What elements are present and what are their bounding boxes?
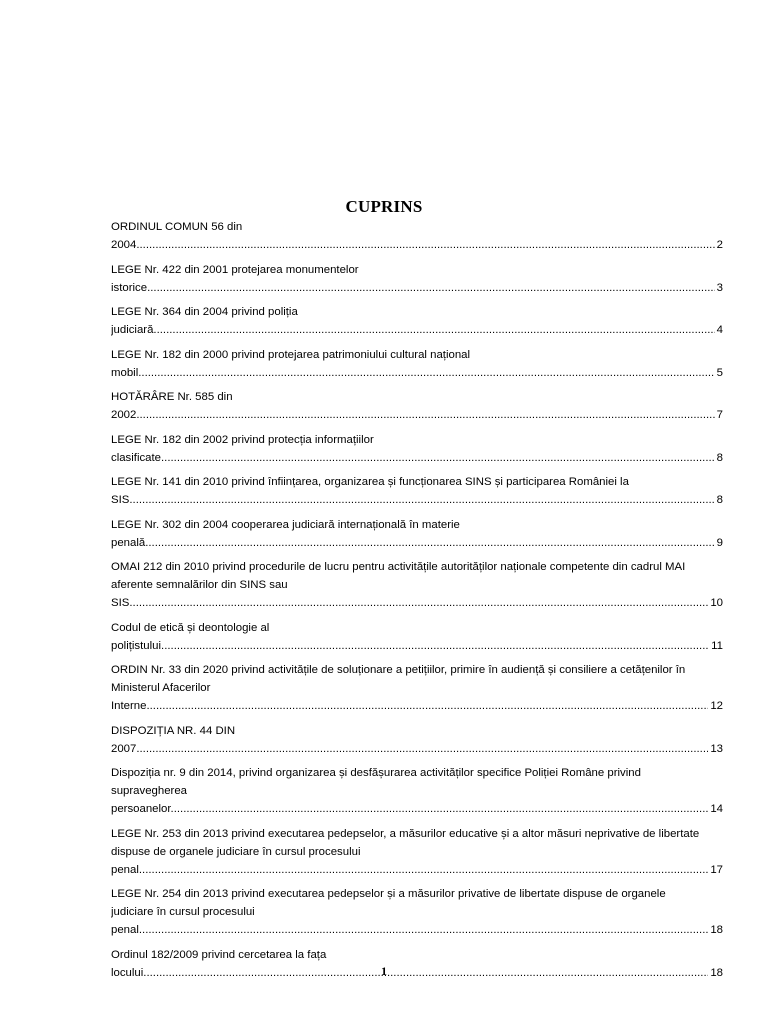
toc-entry-page: 3 (715, 279, 723, 297)
toc-entry[interactable] (111, 558, 723, 612)
toc-entry[interactable] (111, 261, 723, 297)
toc-entry-page: 14 (708, 800, 723, 818)
toc-entry-title[interactable]: LEGE Nr. 182 din 2000 privind protejarea patrimoniului cultural național mobil ..... (111, 349, 723, 379)
toc-entry-page: 8 (715, 491, 723, 509)
toc-entry[interactable] (111, 218, 723, 254)
toc-entry[interactable] (111, 473, 723, 509)
toc-entry-page: 4 (715, 321, 723, 339)
toc-entry-page: 7 (715, 406, 723, 424)
toc-entry-page: 8 (715, 449, 723, 467)
toc-entry-title[interactable]: LEGE Nr. 253 din 2013 privind executarea pedepselor, a măsurilor educative și a altor măsuri neprivative de libertate dispuse de organele judiciare în cursul procesului penal ..... (111, 828, 723, 876)
toc-entry[interactable] (111, 388, 723, 424)
toc-entry-page: 5 (715, 364, 723, 382)
toc-entry[interactable] (111, 825, 723, 879)
toc-entry-page: 18 (708, 964, 723, 982)
toc-entry-title[interactable]: LEGE Nr. 364 din 2004 privind poliția judiciară ..... (111, 306, 723, 336)
toc-entry[interactable] (111, 764, 723, 818)
toc-entry-title[interactable]: Codul de etică și deontologie al polițistului ..... (111, 622, 723, 652)
toc-entry[interactable] (111, 619, 723, 655)
toc-entry-title[interactable]: LEGE Nr. 422 din 2001 protejarea monumentelor istorice ..... (111, 264, 723, 294)
toc-entry-page: 18 (708, 921, 723, 939)
toc-entry-title[interactable]: LEGE Nr. 302 din 2004 cooperarea judiciară internațională în materie penală ..... (111, 519, 723, 549)
toc-entry-title[interactable]: ORDIN Nr. 33 din 2020 privind activitățile de soluționare a petițiilor, primire în audiență și consiliere a cetățenilor în Ministerul Afacerilor Interne ..... (111, 664, 723, 712)
toc-entry-page: 13 (708, 740, 723, 758)
toc-entry[interactable] (111, 661, 723, 715)
toc-title: CUPRINS (345, 197, 423, 216)
page-number: 1 (381, 964, 387, 978)
toc-entry-page: 12 (708, 697, 723, 715)
toc-entry[interactable] (111, 346, 723, 382)
toc-entry-title[interactable]: Ordinul 182/2009 privind cercetarea la fața locului ..... (111, 949, 723, 979)
toc-entry-page: 11 (709, 637, 723, 655)
toc-entry-title[interactable]: ORDINUL COMUN 56 din 2004 ..... (111, 221, 723, 251)
toc-entry-page: 17 (708, 861, 723, 879)
toc-entry[interactable] (111, 431, 723, 467)
toc-entry[interactable] (111, 722, 723, 758)
toc-entry[interactable] (111, 516, 723, 552)
toc-entry-page: 2 (715, 236, 723, 254)
toc-entry-page: 9 (715, 534, 723, 552)
toc-entry-title[interactable]: Dispoziția nr. 9 din 2014, privind organizarea și desfășurarea activităților specifice Poliției Române privind supravegherea persoanelor ..... (111, 767, 723, 815)
toc-entry-title[interactable]: OMAI 212 din 2010 privind procedurile de lucru pentru activitățile autorităților naționale competente din cadrul MAI aferente semnalărilor din SINS sau SIS ..... (111, 561, 723, 609)
toc-entry-title[interactable]: DISPOZIȚIA NR. 44 DIN 2007 ..... (111, 725, 723, 755)
toc-entry-page: 10 (708, 594, 723, 612)
toc-entry-title[interactable]: LEGE Nr. 141 din 2010 privind înființarea, organizarea și funcționarea SINS și participarea României la SIS ..... (111, 476, 723, 506)
toc-entry[interactable] (111, 885, 723, 939)
toc-entry[interactable] (111, 303, 723, 339)
toc-entry-title[interactable]: LEGE Nr. 182 din 2002 privind protecția informațiilor clasificate ..... (111, 434, 723, 464)
table-of-contents (111, 218, 723, 988)
toc-entry-title[interactable]: HOTĂRÂRE Nr. 585 din 2002 ..... (111, 391, 723, 421)
toc-entry-title[interactable]: LEGE Nr. 254 din 2013 privind executarea pedepselor și a măsurilor privative de libertate dispuse de organele judiciare în cursul procesului penal ..... (111, 888, 723, 936)
